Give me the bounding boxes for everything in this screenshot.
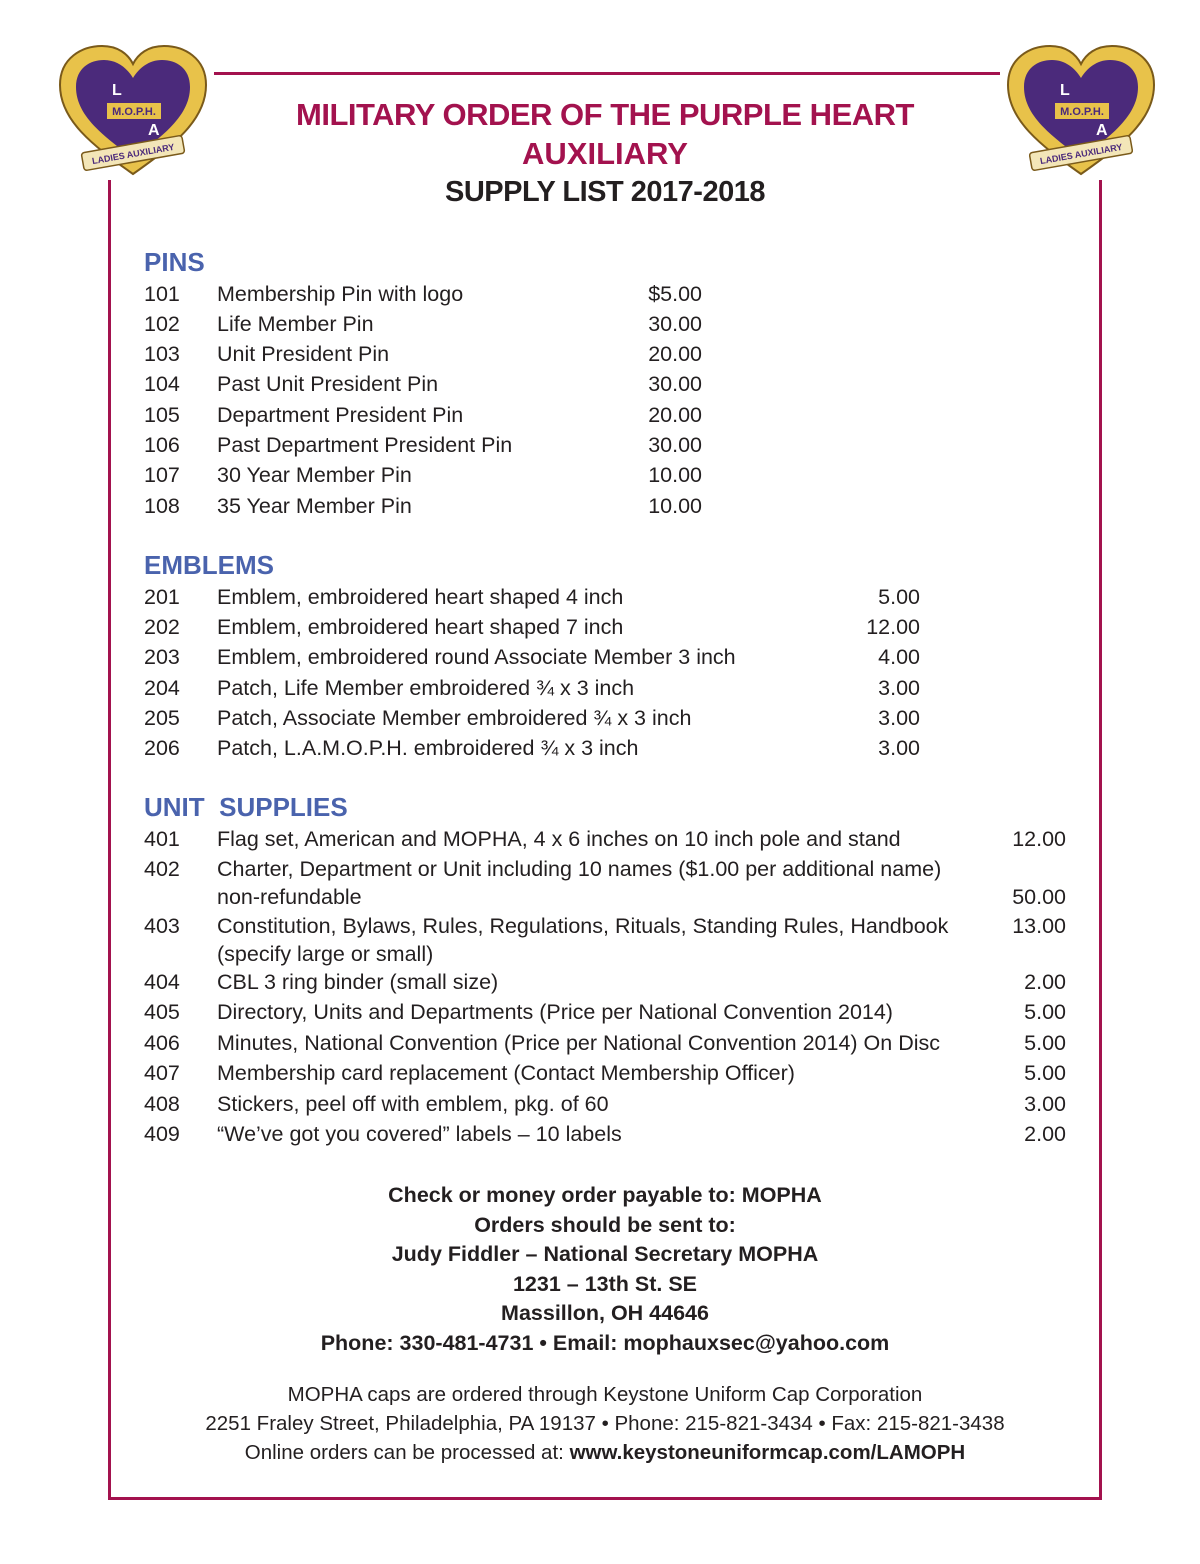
item-price: 30.00 bbox=[648, 372, 702, 396]
item-description: Flag set, American and MOPHA, 4 x 6 inches on 10 inch pole and stand bbox=[217, 827, 901, 851]
item-price: 30.00 bbox=[648, 433, 702, 457]
item-description: Department President Pin bbox=[217, 403, 464, 427]
list-item bbox=[0, 612, 1200, 642]
item-description: Life Member Pin bbox=[217, 312, 374, 336]
item-code: 403 bbox=[144, 914, 180, 938]
list-item bbox=[0, 430, 1200, 460]
list-item bbox=[0, 997, 1200, 1027]
list-item bbox=[0, 1058, 1200, 1088]
item-code: 406 bbox=[144, 1031, 180, 1055]
item-description: Directory, Units and Departments (Price per National Convention 2014) bbox=[217, 1000, 893, 1024]
logo-letter-l: L bbox=[1060, 82, 1070, 99]
section-title-unit-supplies: UNIT SUPPLIES bbox=[144, 792, 348, 822]
item-price: 5.00 bbox=[1024, 1031, 1066, 1055]
item-description: Past Unit President Pin bbox=[217, 372, 439, 396]
item-description: 35 Year Member Pin bbox=[217, 494, 412, 518]
logo-letter-a: A bbox=[148, 122, 160, 139]
item-price: 3.00 bbox=[878, 676, 920, 700]
item-code: 101 bbox=[144, 282, 180, 306]
item-price: 2.00 bbox=[1024, 1122, 1066, 1146]
list-item bbox=[0, 309, 1200, 339]
item-code: 405 bbox=[144, 1000, 180, 1024]
list-item bbox=[0, 824, 1200, 854]
item-description-continued: non-refundable bbox=[217, 885, 362, 909]
item-description: Patch, L.A.M.O.P.H. embroidered ¾ x 3 inch bbox=[217, 736, 639, 760]
item-description: Membership Pin with logo bbox=[217, 282, 464, 306]
keystone-link[interactable]: www.keystoneuniformcap.com/LAMOPH bbox=[569, 1441, 966, 1464]
item-price: 3.00 bbox=[878, 736, 920, 760]
item-description: “We’ve got you covered” labels – 10 labels bbox=[217, 1122, 622, 1146]
logo-ribbon-text: LADIES AUXILIARY bbox=[1039, 141, 1124, 167]
item-price: 20.00 bbox=[648, 342, 702, 366]
page-title: MILITARY ORDER OF THE PURPLE HEART bbox=[296, 97, 914, 132]
item-price: 5.00 bbox=[1024, 1061, 1066, 1085]
item-price: 2.00 bbox=[1024, 970, 1066, 994]
logo-ribbon-text: LADIES AUXILIARY bbox=[91, 141, 176, 167]
item-description: 30 Year Member Pin bbox=[217, 463, 412, 487]
item-code: 408 bbox=[144, 1092, 180, 1116]
item-description: Minutes, National Convention (Price per National Convention 2014) On Disc bbox=[217, 1031, 941, 1055]
item-description: Charter, Department or Unit including 10 names ($1.00 per additional name) bbox=[217, 857, 942, 881]
item-description: Past Department President Pin bbox=[217, 433, 513, 457]
list-item bbox=[0, 400, 1200, 430]
item-code: 202 bbox=[144, 615, 180, 639]
item-price: 30.00 bbox=[648, 312, 702, 336]
logo-letter-a: A bbox=[1096, 122, 1108, 139]
item-code: 203 bbox=[144, 645, 180, 669]
item-code: 206 bbox=[144, 736, 180, 760]
item-code: 402 bbox=[144, 857, 180, 881]
item-description: Membership card replacement (Contact Membership Officer) bbox=[217, 1061, 795, 1085]
list-item bbox=[0, 642, 1200, 672]
list-item bbox=[0, 491, 1200, 521]
logo-center-text: M.O.P.H. bbox=[1060, 106, 1104, 118]
secretary-name: Judy Fiddler – National Secretary MOPHA bbox=[391, 1242, 819, 1266]
item-price: 12.00 bbox=[866, 615, 920, 639]
section-title-emblems: EMBLEMS bbox=[144, 550, 274, 580]
page-subtitle: SUPPLY LIST 2017-2018 bbox=[445, 176, 765, 208]
item-description: Unit President Pin bbox=[217, 342, 390, 366]
item-code: 404 bbox=[144, 970, 180, 994]
item-code: 106 bbox=[144, 433, 180, 457]
item-code: 204 bbox=[144, 676, 180, 700]
item-code: 401 bbox=[144, 827, 180, 851]
caps-line-2: 2251 Fraley Street, Philadelphia, PA 19137 • Phone: 215-821-3434 • Fax: 215-821-3438 bbox=[205, 1412, 1005, 1435]
page-title-line2: AUXILIARY bbox=[522, 136, 688, 171]
item-description: Emblem, embroidered round Associate Member 3 inch bbox=[217, 645, 736, 669]
list-item bbox=[0, 673, 1200, 703]
list-item bbox=[0, 582, 1200, 612]
item-price: 20.00 bbox=[648, 403, 702, 427]
item-price: 5.00 bbox=[1024, 1000, 1066, 1024]
item-price: 50.00 bbox=[1012, 885, 1066, 909]
item-description: Emblem, embroidered heart shaped 7 inch bbox=[217, 615, 624, 639]
logo-center-text: M.O.P.H. bbox=[112, 106, 156, 118]
item-price: 12.00 bbox=[1012, 827, 1066, 851]
online-orders-label: Online orders can be processed at: bbox=[244, 1441, 570, 1464]
payable-line: Check or money order payable to: MOPHA bbox=[388, 1183, 822, 1207]
item-code: 407 bbox=[144, 1061, 180, 1085]
list-item bbox=[0, 279, 1200, 309]
item-price: 3.00 bbox=[1024, 1092, 1066, 1116]
list-item bbox=[0, 339, 1200, 369]
order-contact-block bbox=[0, 1181, 1200, 1358]
caps-line-1: MOPHA caps are ordered through Keystone Uniform Cap Corporation bbox=[287, 1383, 923, 1406]
list-item bbox=[0, 1089, 1200, 1119]
item-description: CBL 3 ring binder (small size) bbox=[217, 970, 499, 994]
city-address: Massillon, OH 44646 bbox=[501, 1301, 709, 1325]
caps-info-block bbox=[0, 1380, 1200, 1467]
item-price: 10.00 bbox=[648, 463, 702, 487]
list-item bbox=[0, 703, 1200, 733]
street-address: 1231 – 13th St. SE bbox=[512, 1271, 698, 1296]
item-price: 3.00 bbox=[878, 706, 920, 730]
caps-line-3 bbox=[0, 1438, 1200, 1467]
item-code: 409 bbox=[144, 1122, 180, 1146]
list-item bbox=[0, 854, 1200, 909]
item-code: 105 bbox=[144, 403, 180, 427]
list-item bbox=[0, 1119, 1200, 1149]
item-description: Constitution, Bylaws, Rules, Regulations, Rituals, Standing Rules, Handbook bbox=[217, 914, 949, 938]
section-title-pins: PINS bbox=[144, 247, 205, 277]
item-description: Stickers, peel off with emblem, pkg. of 60 bbox=[217, 1092, 609, 1116]
item-code: 201 bbox=[144, 585, 180, 609]
item-description: Emblem, embroidered heart shaped 4 inch bbox=[217, 585, 624, 609]
item-price: $5.00 bbox=[648, 282, 702, 306]
sent-to-line: Orders should be sent to: bbox=[474, 1212, 736, 1237]
item-code: 108 bbox=[144, 494, 180, 518]
item-description-continued: (specify large or small) bbox=[217, 942, 434, 966]
phone-email-line: Phone: 330-481-4731 • Email: mophauxsec@yahoo.com bbox=[320, 1330, 890, 1355]
list-item bbox=[0, 1028, 1200, 1058]
item-code: 205 bbox=[144, 706, 180, 730]
item-description: Patch, Associate Member embroidered ¾ x 3 inch bbox=[217, 706, 692, 730]
item-price: 5.00 bbox=[878, 585, 920, 609]
list-item bbox=[0, 911, 1200, 966]
list-item bbox=[0, 733, 1200, 763]
item-price: 4.00 bbox=[878, 645, 920, 669]
list-item bbox=[0, 967, 1200, 997]
logo-letter-l: L bbox=[112, 82, 122, 99]
item-code: 102 bbox=[144, 312, 180, 336]
item-price: 13.00 bbox=[1012, 914, 1066, 938]
list-item bbox=[0, 369, 1200, 399]
item-description: Patch, Life Member embroidered ¾ x 3 inch bbox=[217, 676, 635, 700]
item-price: 10.00 bbox=[648, 494, 702, 518]
item-code: 107 bbox=[144, 463, 180, 487]
item-code: 103 bbox=[144, 342, 180, 366]
list-item bbox=[0, 460, 1200, 490]
item-code: 104 bbox=[144, 372, 180, 396]
